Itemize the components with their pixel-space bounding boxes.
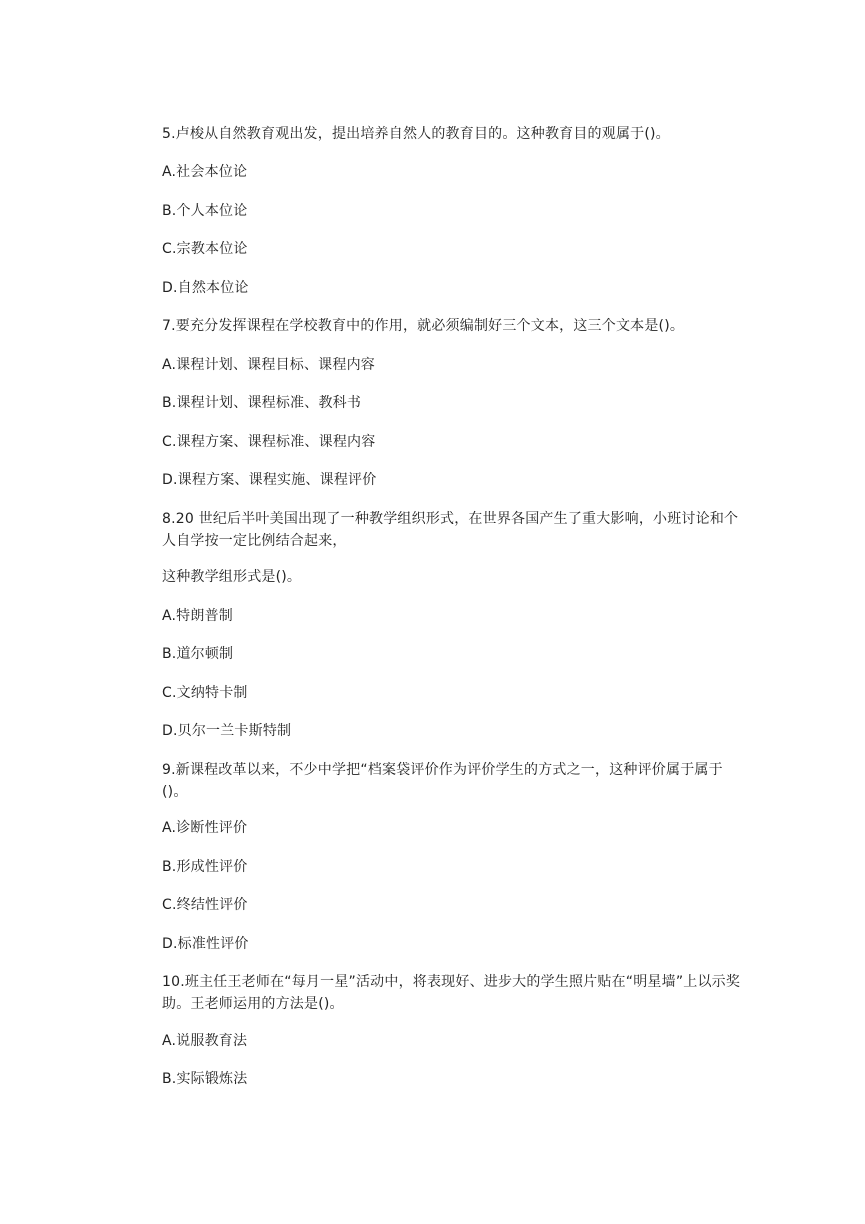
question-8-option-c: C.文纳特卡制	[162, 685, 248, 701]
question-7-option-c: C.课程方案、课程标准、课程内容	[162, 434, 376, 450]
question-10-option-a: A.说服教育法	[162, 1033, 248, 1049]
question-5-option-b: B.个人本位论	[162, 203, 248, 219]
question-8-option-b: B.道尔顿制	[162, 646, 234, 662]
question-5-option-c: C.宗教本位论	[162, 241, 248, 257]
question-7-option-a: A.课程计划、课程目标、课程内容	[162, 357, 375, 373]
question-7-stem: 7.要充分发挥课程在学校教育中的作用，就必须编制好三个文本，这三个文本是()。	[162, 318, 685, 334]
question-5-option-d: D.自然本位论	[162, 280, 249, 296]
question-10-option-b: B.实际锻炼法	[162, 1071, 248, 1087]
question-9-option-b: B.形成性评价	[162, 859, 248, 875]
question-9-option-a: A.诊断性评价	[162, 820, 248, 836]
question-9-stem: 9.新课程改革以来，不少中学把“档案袋评价作为评价学生的方式之一，这种评价属于属于()。	[162, 762, 723, 800]
question-7-option-b: B.课程计划、课程标准、教科书	[162, 395, 362, 411]
question-9-option-d: D.标准性评价	[162, 936, 249, 952]
question-8-option-a: A.特朗普制	[162, 608, 233, 624]
question-5-stem: 5.卢梭从自然教育观出发，提出培养自然人的教育目的。这种教育目的观属于()。	[162, 126, 670, 142]
question-5-option-a: A.社会本位论	[162, 164, 248, 180]
question-8-option-d: D.贝尔一兰卡斯特制	[162, 723, 292, 739]
question-10-stem: 10.班主任王老师在“每月一星”活动中，将表现好、进步大的学生照片贴在“明星墙”上以示奖助。王老师运用的方法是()。	[162, 974, 741, 1012]
question-8-stem-continued: 这种教学组形式是()。	[162, 569, 302, 585]
question-8-stem: 8.20 世纪后半叶美国出现了一种教学组织形式，在世界各国产生了重大影响，小班讨论和个人自学按一定比例结合起来，	[162, 511, 739, 549]
question-7-option-d: D.课程方案、课程实施、课程评价	[162, 472, 377, 488]
question-9-option-c: C.终结性评价	[162, 897, 248, 913]
